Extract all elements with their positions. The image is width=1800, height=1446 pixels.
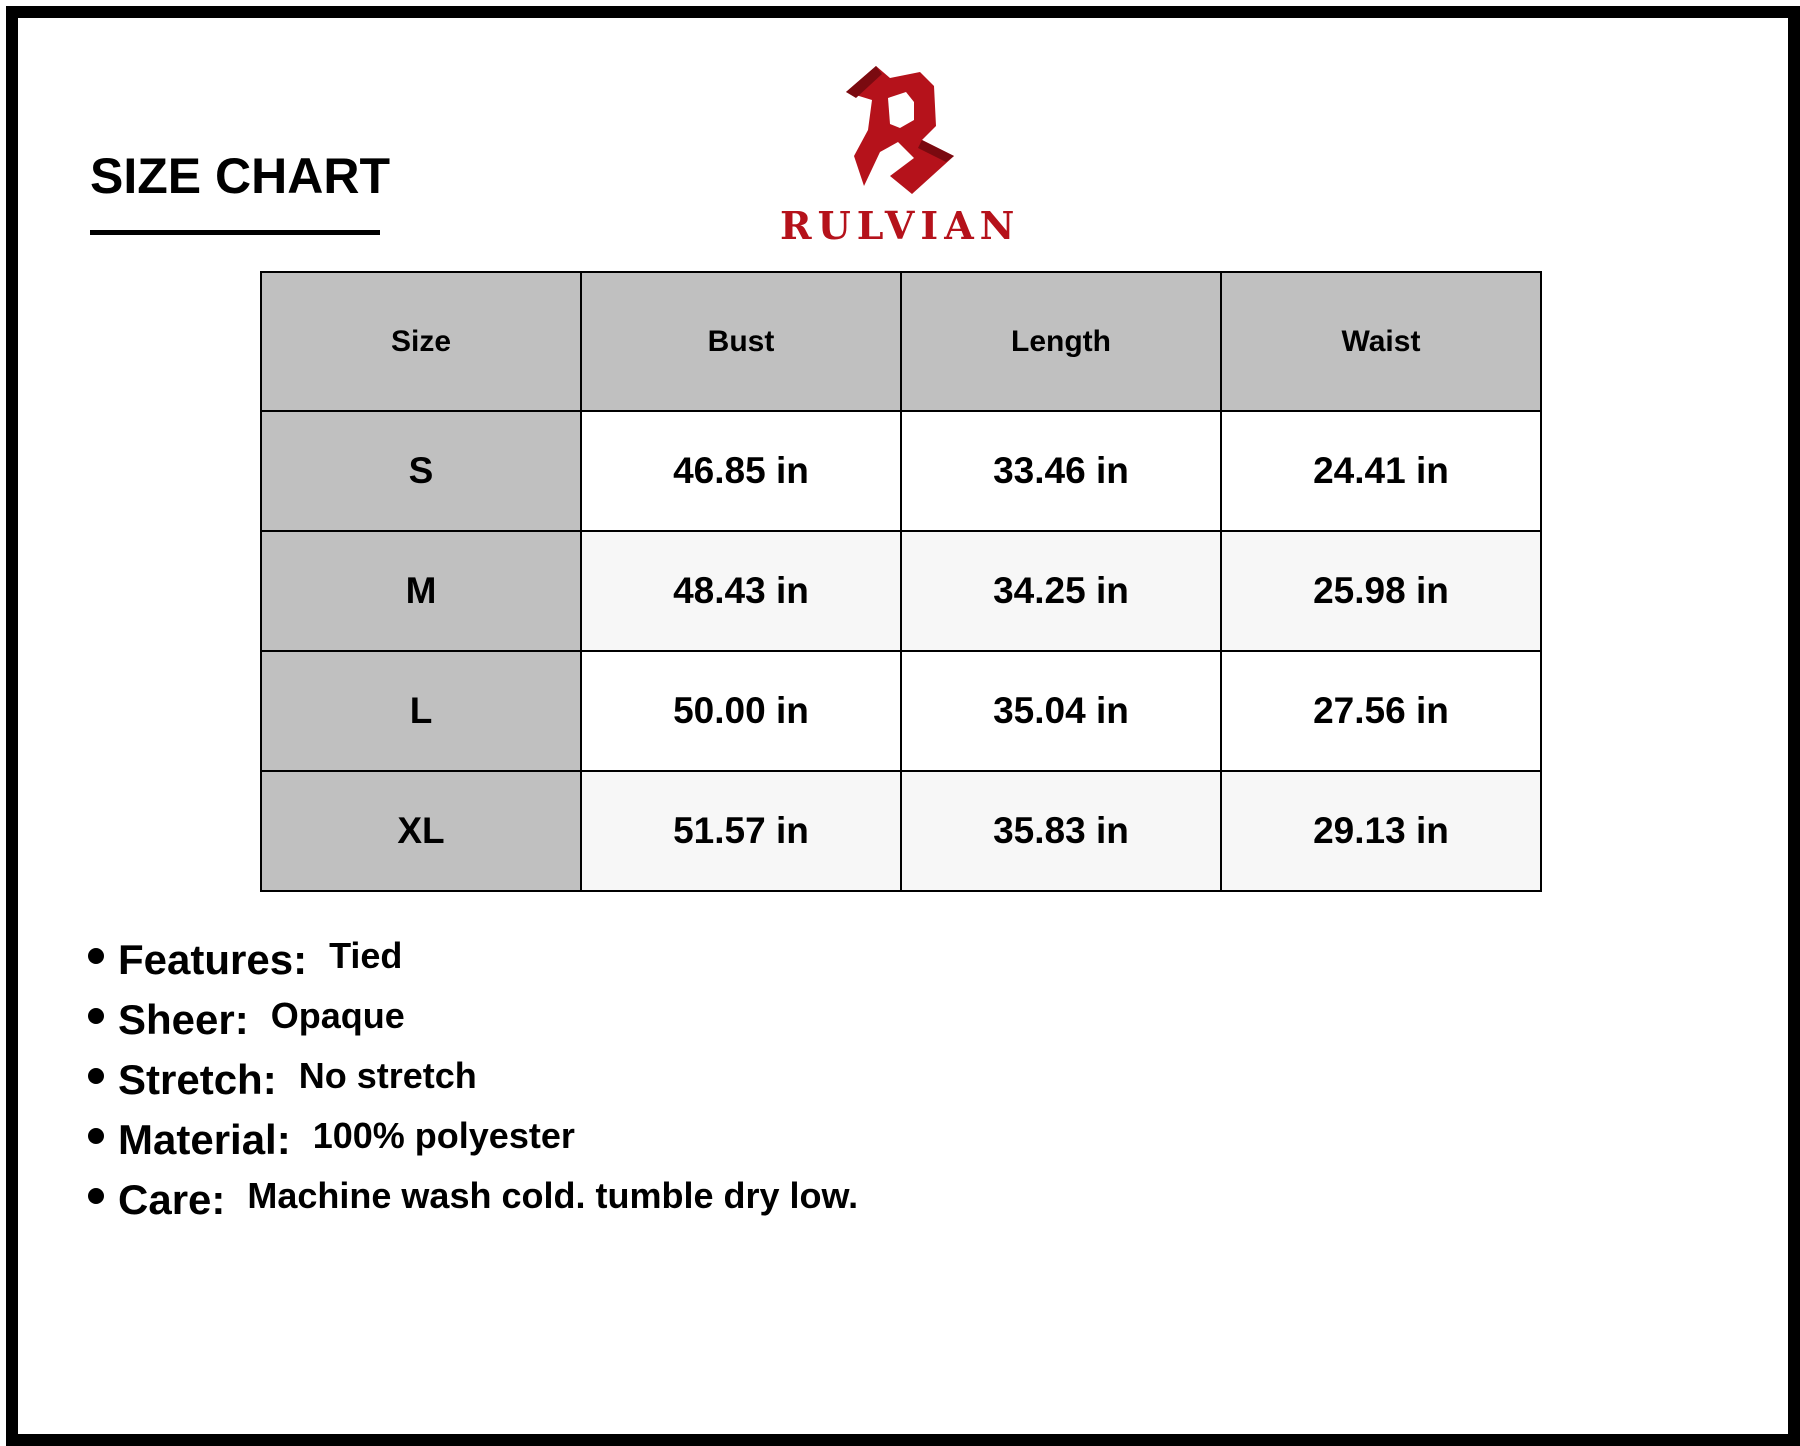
spec-value: 100% polyester xyxy=(312,1115,575,1156)
spec-value: Tied xyxy=(329,935,403,976)
size-cell: S xyxy=(261,411,581,531)
size-chart-table xyxy=(260,271,1542,892)
spec-item-stretch xyxy=(88,1056,858,1116)
waist-cell: 29.13 in xyxy=(1221,771,1541,891)
spec-item-care xyxy=(88,1176,858,1236)
table-header-row xyxy=(261,272,1541,411)
column-header-bust: Bust xyxy=(581,272,901,411)
size-cell: XL xyxy=(261,771,581,891)
bullet-icon xyxy=(88,1188,104,1204)
bullet-icon xyxy=(88,1068,104,1084)
table-row xyxy=(261,651,1541,771)
bullet-icon xyxy=(88,1128,104,1144)
bullet-icon xyxy=(88,1008,104,1024)
spec-value: Machine wash cold. tumble dry low. xyxy=(247,1175,859,1216)
product-specs-list xyxy=(88,936,858,1236)
bust-cell: 48.43 in xyxy=(581,531,901,651)
size-cell: L xyxy=(261,651,581,771)
table-row xyxy=(261,411,1541,531)
length-cell: 35.83 in xyxy=(901,771,1221,891)
bust-cell: 46.85 in xyxy=(581,411,901,531)
table-row xyxy=(261,531,1541,651)
length-cell: 35.04 in xyxy=(901,651,1221,771)
spec-item-sheer xyxy=(88,996,858,1056)
length-cell: 33.46 in xyxy=(901,411,1221,531)
column-header-waist: Waist xyxy=(1221,272,1541,411)
column-header-size: Size xyxy=(261,272,581,411)
waist-cell: 27.56 in xyxy=(1221,651,1541,771)
spec-label: Stretch: xyxy=(118,1056,277,1103)
spec-label: Material: xyxy=(118,1116,291,1163)
bust-cell: 50.00 in xyxy=(581,651,901,771)
page-title: SIZE CHART xyxy=(90,148,390,204)
column-header-length: Length xyxy=(901,272,1221,411)
waist-cell: 24.41 in xyxy=(1221,411,1541,531)
bullet-icon xyxy=(88,948,104,964)
spec-label: Sheer: xyxy=(118,996,249,1043)
size-cell: M xyxy=(261,531,581,651)
rulvian-r-logo-icon xyxy=(834,64,954,194)
spec-item-features xyxy=(88,936,858,996)
spec-label: Care: xyxy=(118,1176,226,1223)
spec-item-material xyxy=(88,1116,858,1176)
spec-label: Features: xyxy=(118,936,308,983)
spec-value: Opaque xyxy=(270,995,405,1036)
length-cell: 34.25 in xyxy=(901,531,1221,651)
brand-logo xyxy=(780,64,1030,249)
title-underline xyxy=(90,230,380,235)
brand-wordmark: RULVIAN xyxy=(780,203,1021,248)
waist-cell: 25.98 in xyxy=(1221,531,1541,651)
spec-value: No stretch xyxy=(298,1055,477,1096)
table-row xyxy=(261,771,1541,891)
bust-cell: 51.57 in xyxy=(581,771,901,891)
